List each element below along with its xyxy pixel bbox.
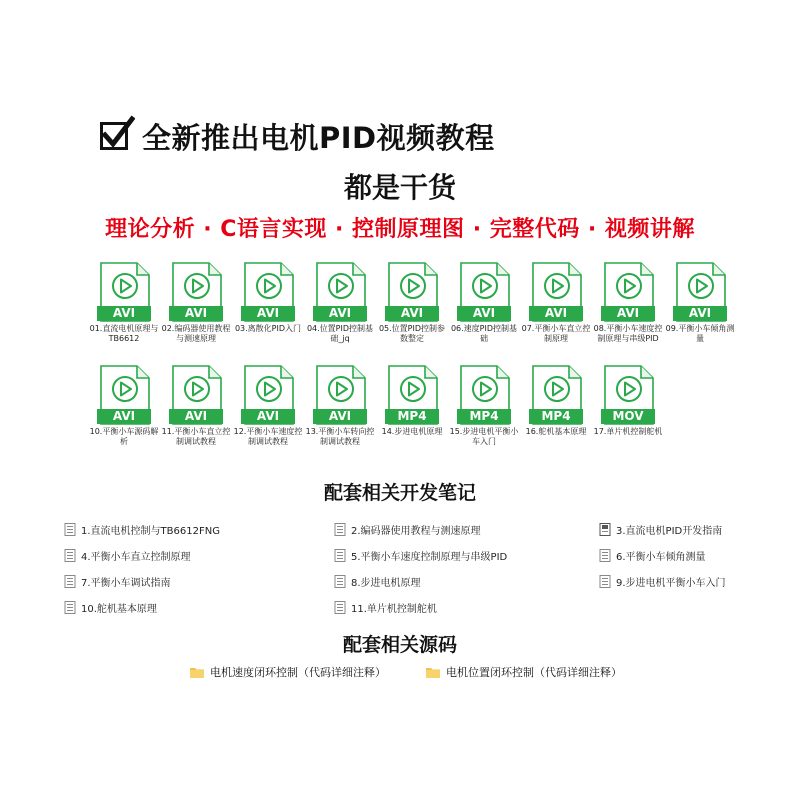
video-file-grid	[88, 262, 738, 468]
note-item[interactable]: 11.单片机控制舵机	[334, 600, 599, 615]
video-file-icon	[169, 365, 223, 425]
video-file-icon	[385, 365, 439, 425]
file-name: 05.位置PID控制参数整定	[378, 324, 446, 343]
document-icon	[334, 575, 346, 588]
document-icon	[64, 601, 76, 614]
file-name: 04.位置PID控制基础_jq	[306, 324, 374, 343]
file-row	[88, 262, 738, 365]
checkmark-icon	[100, 122, 128, 150]
headline	[100, 114, 495, 158]
video-file-icon	[673, 262, 727, 322]
file-extension: AVI	[97, 306, 151, 321]
video-file[interactable]	[88, 365, 160, 468]
video-file-icon	[313, 262, 367, 322]
file-extension: MOV	[601, 409, 655, 424]
source-folder-item[interactable]: 电机位置闭环控制（代码详细注释）	[426, 664, 622, 680]
file-extension: AVI	[313, 306, 367, 321]
file-name: 02.编码器使用教程与测速原理	[161, 324, 231, 343]
video-file-icon	[601, 262, 655, 322]
video-file[interactable]	[448, 365, 520, 468]
source-title: 配套相关源码	[342, 634, 457, 656]
notes-row	[64, 516, 764, 542]
video-file-icon	[457, 365, 511, 425]
file-extension: AVI	[313, 409, 367, 424]
video-file-icon	[169, 262, 223, 322]
file-extension: AVI	[385, 306, 439, 321]
note-item[interactable]: 4.平衡小车直立控制原理	[64, 548, 334, 563]
source-folder-item[interactable]: 电机速度闭环控制（代码详细注释）	[190, 664, 386, 680]
notes-list	[64, 516, 764, 620]
document-icon	[334, 601, 346, 614]
file-extension: MP4	[385, 409, 439, 424]
video-file[interactable]	[664, 262, 736, 365]
notes-title: 配套相关开发笔记	[323, 482, 476, 504]
video-file-icon	[529, 262, 583, 322]
file-name: 08.平衡小车速度控制原理与串级PID	[593, 324, 663, 343]
file-name: 10.平衡小车源码解析	[89, 427, 159, 446]
video-file[interactable]	[592, 365, 664, 468]
file-extension: AVI	[529, 306, 583, 321]
document-icon	[64, 523, 76, 536]
tagline: 理论分析 · C语言实现 · 控制原理图 · 完整代码 · 视频讲解	[105, 217, 695, 242]
subhead: 都是干货	[343, 171, 456, 204]
video-file[interactable]	[160, 262, 232, 365]
video-file-icon	[97, 262, 151, 322]
file-extension: AVI	[457, 306, 511, 321]
document-icon	[599, 523, 611, 536]
file-extension: AVI	[241, 409, 295, 424]
video-file-icon	[385, 262, 439, 322]
video-file[interactable]	[376, 365, 448, 468]
file-extension: MP4	[529, 409, 583, 424]
file-name: 07.平衡小车直立控制原理	[521, 324, 591, 343]
file-name: 03.离散化PID入门	[234, 324, 302, 333]
document-icon	[334, 549, 346, 562]
video-file-icon	[241, 365, 295, 425]
notes-row	[64, 568, 764, 594]
file-name: 16.舵机基本原理	[525, 427, 587, 436]
file-name: 11.平衡小车直立控制调试教程	[161, 427, 231, 446]
document-icon	[334, 523, 346, 536]
note-item[interactable]: 3.直流电机PID开发指南	[599, 522, 722, 537]
folder-icon	[426, 666, 440, 678]
video-file-icon	[241, 262, 295, 322]
video-file[interactable]	[376, 262, 448, 365]
file-name: 15.步进电机平衡小车入门	[449, 427, 519, 446]
video-file-icon	[313, 365, 367, 425]
file-extension: AVI	[673, 306, 727, 321]
video-file-icon	[601, 365, 655, 425]
note-item[interactable]: 8.步进电机原理	[334, 574, 599, 589]
note-item[interactable]: 10.舵机基本原理	[64, 600, 334, 615]
note-item[interactable]: 5.平衡小车速度控制原理与串级PID	[334, 548, 599, 563]
document-icon	[599, 575, 611, 588]
video-file[interactable]	[232, 262, 304, 365]
video-file[interactable]	[304, 365, 376, 468]
notes-row	[64, 594, 764, 620]
video-file-icon	[457, 262, 511, 322]
file-name: 12.平衡小车速度控制调试教程	[233, 427, 303, 446]
file-extension: AVI	[97, 409, 151, 424]
video-file[interactable]	[88, 262, 160, 365]
note-item[interactable]: 2.编码器使用教程与测速原理	[334, 522, 599, 537]
file-name: 17.单片机控制舵机	[593, 427, 663, 436]
note-item[interactable]: 6.平衡小车倾角测量	[599, 548, 706, 563]
document-icon	[599, 549, 611, 562]
folder-icon	[190, 666, 204, 678]
note-item[interactable]: 9.步进电机平衡小车入门	[599, 574, 726, 589]
video-file[interactable]	[304, 262, 376, 365]
video-file[interactable]	[520, 262, 592, 365]
document-icon	[64, 549, 76, 562]
file-name: 14.步进电机原理	[381, 427, 443, 436]
file-extension: AVI	[241, 306, 295, 321]
source-list	[190, 664, 662, 680]
file-row	[88, 365, 738, 468]
headline-text: 全新推出电机PID视频教程	[142, 120, 495, 155]
file-extension: AVI	[169, 306, 223, 321]
video-file[interactable]	[592, 262, 664, 365]
file-name: 09.平衡小车倾角测量	[665, 324, 735, 343]
file-name: 06.速度PID控制基础	[450, 324, 518, 343]
file-name: 13.平衡小车转向控制调试教程	[305, 427, 375, 446]
file-extension: AVI	[601, 306, 655, 321]
file-extension: AVI	[169, 409, 223, 424]
note-item[interactable]: 7.平衡小车调试指南	[64, 574, 334, 589]
video-file[interactable]	[448, 262, 520, 365]
video-file-icon	[529, 365, 583, 425]
video-file[interactable]	[160, 365, 232, 468]
video-file-icon	[97, 365, 151, 425]
note-item[interactable]: 1.直流电机控制与TB6612FNG	[64, 522, 334, 537]
file-extension: MP4	[457, 409, 511, 424]
document-icon	[64, 575, 76, 588]
video-file[interactable]	[232, 365, 304, 468]
notes-row	[64, 542, 764, 568]
file-name: 01.直流电机原理与TB6612	[89, 324, 159, 343]
video-file[interactable]	[520, 365, 592, 468]
